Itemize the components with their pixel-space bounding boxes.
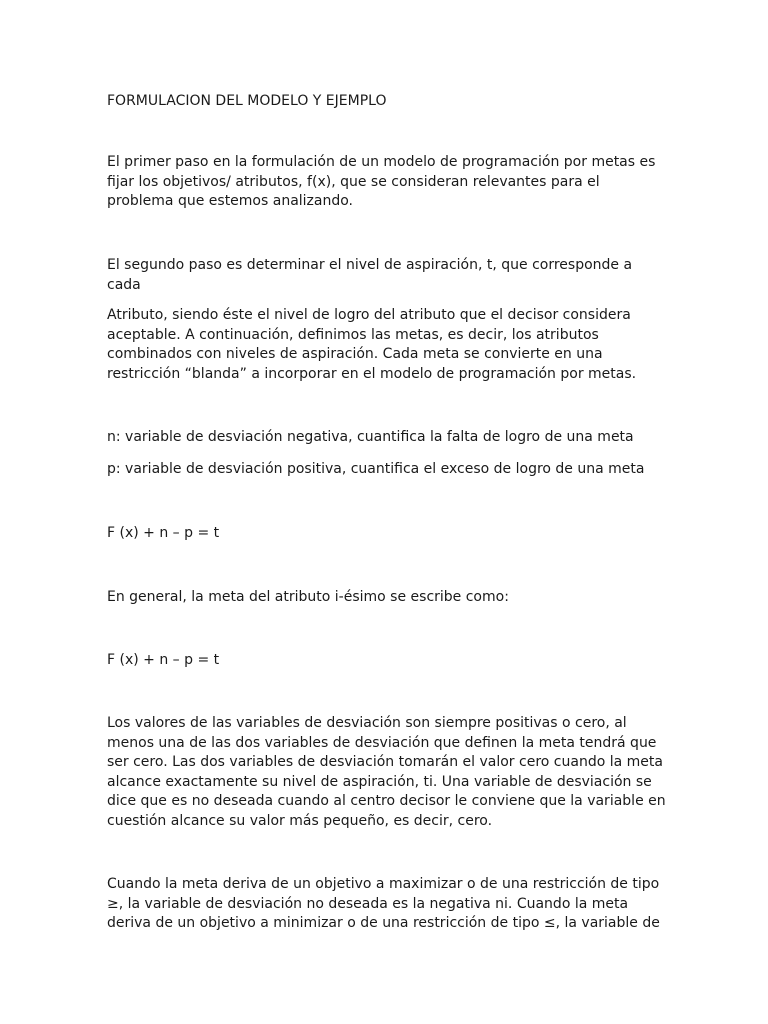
goal-equation-general: F (x) + n – p = t [107,652,220,668]
paragraph-attribute-definition: Atributo, siendo éste el nivel de logro del atributo que el decisor considera aceptable. A continuación, definimos las metas, es decir, los atributos combinados con niveles de aspiración. Cada meta se convierte en una restricción “blanda” a incorporar en el modelo de programación por metas. [107,307,637,382]
goal-equation: F (x) + n – p = t [107,525,220,541]
document-title: FORMULACION DEL MODELO Y EJEMPLO [107,93,387,109]
paragraph-deviation-values: Los valores de las variables de desviación son siempre positivas o cero, al menos una de las dos variables de desviación que definen la meta tendrá que ser cero. Las dos variables de desviación tomarán el valor cero cuando la meta alcance exactamente su nivel de aspiración, ti. Una variable de desviación se dice que es no deseada cuando al centro decisor le conviene que la variable en cuestión alcance su valor más pequeño, es decir, cero. [107,715,666,829]
paragraph-unwanted-deviation: Cuando la meta deriva de un objetivo a maximizar o de una restricción de tipo ≥, la variable de desviación no deseada es la negativa ni. Cuando la meta deriva de un objetivo a minimizar o de una restricción de tipo ≤, la variable de [107,876,660,931]
definition-negative-deviation: n: variable de desviación negativa, cuantifica la falta de logro de una meta [107,429,634,445]
paragraph-general-goal: En general, la meta del atributo i-ésimo se escribe como: [107,589,509,605]
paragraph-second-step: El segundo paso es determinar el nivel de aspiración, t, que corresponde a cada [107,257,633,293]
paragraph-first-step: El primer paso en la formulación de un modelo de programación por metas es fijar los objetivos/ atributos, f(x), que se consideran relevantes para el problema que estemos analizando. [107,154,656,209]
definition-positive-deviation: p: variable de desviación positiva, cuantifica el exceso de logro de una meta [107,461,645,477]
